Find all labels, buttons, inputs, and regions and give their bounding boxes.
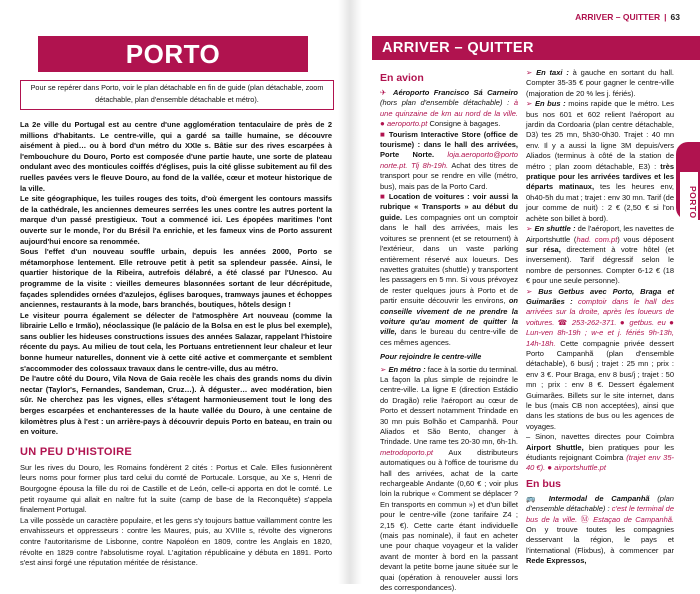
phone-icon: ☎ xyxy=(557,317,569,327)
metro-text2: Aux distributeurs automatiques ou à l'office de tourisme du hall des arrivées, achat de la carte rechargeable Andante (0,60 € ; voir plus loin la rubrique « Comment se déplacer ? En transports en commun ») et d'un billet pour le centre-ville (zone tarifaire Z4 ; 2,15 €). Cette carte étant individuelle (mais pas nominale), il faut en acheter une pour chaque voyageur et la valider avant de monter à bord en la passant devant la petite borne jaune située sur le quai (opération à renouveler aussi lors des correspondances). xyxy=(380,447,519,593)
getbus-web[interactable]: getbus. eu xyxy=(629,317,666,327)
subheading-centre-ville: Pour rejoindre le centre-ville xyxy=(380,352,482,362)
history-paragraph: Sur les rives du Douro, les Romains fondèrent 2 cités : Portus et Cale. Elles fusionnèrent leurs noms pour former plus tard celui du comté de Portucale. Lorsque, au Xe s, Henri de Bourgogne épousa la fille du roi de Castille et de León, celle-ci apporta en dot le comté. Le petit royaume qui allait en naître fut la suite (camp de base de la Reconquête) s'appela finalement Portugal. La ville possède un caractère populaire, et les gens s'y toujours battue vaillamment contre les envahisseurs et oppresseurs : contre les Maures, puis, au XVIIIe s, révolte des vignerons contre l'autoritarisme de Lisbonne, contre Napoléon en 1809, contre les Anglais en 1820, révolte en 1829 contre l'absolutisme royal. L'agitation républicaine y débuta en 1891. Porto s'est ainsi forgé une réputation méritée de résistance. xyxy=(20,462,332,568)
heading-en-bus: En bus xyxy=(526,477,562,490)
intermodal-metro: Estaçao de Campanhã. xyxy=(593,514,675,524)
shuttle-label: En shuttle : xyxy=(534,224,576,234)
running-head-title: ARRIVER – QUITTER xyxy=(575,12,661,22)
airport-entry xyxy=(380,88,518,130)
arrow-icon: ➢ xyxy=(526,224,533,234)
taxi-text: à gauche en sortant du hall. Compter 35-35 € pour gagner le centre-ville (majoration de 20 % les j. fériés). xyxy=(526,68,674,98)
car-rental-entry xyxy=(380,192,518,348)
arrow-icon: ➢ xyxy=(526,99,533,109)
bus-entry xyxy=(526,99,674,224)
tourism-hours: Tlj 8h-19h. xyxy=(411,160,449,170)
page-number: 63 xyxy=(670,12,680,22)
intermodal-end: Rede Expressos, xyxy=(526,556,587,566)
bus-label: En bus : xyxy=(534,99,566,109)
intermodal-plan: (plan d'ensemble détachable) : xyxy=(526,493,674,514)
bus-icon: 🚌 xyxy=(526,493,541,503)
airport-web[interactable]: aeroporto.pt xyxy=(386,119,428,129)
tourism-rest: Achat des titres de transport pour se rendre en ville (métro, bus), mais pas de la Porto Card. xyxy=(380,160,518,191)
tourism-office: Tourism Interactive Store (office de tourisme) : dans le hall des arrivées, Porte Norte. xyxy=(380,129,518,160)
shuttle-text2: ) vous déposent xyxy=(617,234,674,244)
heading-en-avion: En avion xyxy=(380,72,424,84)
arrow-icon: ➢ xyxy=(526,68,533,77)
tourism-entry xyxy=(380,130,518,192)
left-page xyxy=(0,0,350,584)
info-icon: ■ xyxy=(380,129,386,139)
getbus-label: Bus Getbus avec Porto, Braga et Guimarães : xyxy=(526,286,674,306)
taxi-label: En taxi : xyxy=(536,68,569,77)
running-head xyxy=(538,12,680,24)
intermodal-text: On y trouve toutes les compagnies desservant la région, le pays et l'international (Flixbus), à commencer par xyxy=(526,525,674,555)
airport-plan: (hors plan d'ensemble détachable) : xyxy=(380,98,510,108)
coimbra-bold: Airport Shuttle, xyxy=(526,442,584,452)
intermodal-location: c'est le terminal de bus de la ville. xyxy=(526,504,674,524)
metro-icon: Ⓜ xyxy=(580,514,590,524)
coimbra-text: – Sinon, navettes directes pour Coimbra xyxy=(526,432,674,442)
web-icon: ● xyxy=(619,317,627,327)
clock-icon: ● xyxy=(669,317,675,327)
intro-paragraph: La 2e ville du Portugal est au centre d'une agglomération tentaculaire de près de 2 millions d'habitants. Le centre-ville, qui a gardé sa taille humaine, se découvre aisément à pied… ou à bord d'un métro du XXIe s. Bâtie sur des rives escarpées à l'embouchure du Douro, Porto est composée d'une partie haute, une sorte de plateau ondulant avec des monticules coiffés d'églises, puis la cité glisse subitement au fil des ruelles pavées vers le fleuve Douro, au fond de la vallée, cœur et moteur historique de la ville. Le site géographique, les tuiles rouges des toits, d'où émergent les contours massifs de la cathédrale, les anciennes demeures serrées les unes contre les autres portent la marque d'un passé prestigieux. Tout a commencé ici. Les épopées maritimes l'ont ouverte sur le monde, l'or du Brésil l'a enrichie, et les fameux vins de Porto assurent aujourd'hui encore sa renommée. Sous l'effet d'un nouveau souffle urbain, depuis les années 2000, Porto se métamorphose lentement. Elle retrouve petit à petit sa splendeur passée. Ainsi, le quartier historique de la Ribeira, autrefois délabré, a été classé par l'Unesco. Au programme de la visite : vieilles demeures blasonnées sortant de leur décrépitude, façades splendides ornées d'azulejos, églises baroques, tramways jaunes et échoppes anciennes, restaurants à la mode, bars branchés, boutiques, hôtels design ! Le visiteur pourra également se délecter de l'atmosphère Art nouveau (comme la librairie Lello e Irmão), néoclassique (le palácio de la Bolsa en est le plus bel exemple), sans oublier les hideuses constructions issues des années Salazar, rappelant l'histoire récente du pays. Au milieu de tout cela, les Portuans entretiennent leur chaleur et leur bonne humeur naturelles, donnent vie à cette cité active et commerçante et semblent s'accommoder des colossaux travaux dans le centre-ville, dus au métro. De l'autre côté du Douro, Vila Nova de Gaia recèle les chais des grands noms du divin nectar (Taylor's, Fernandes, Sandeman, Cruz…). À déguster… avec modération, bien sûr. Ne cherchez pas les vignes, elles s'étagent harmonieusement tout le long des berges escarpées et enchanteresses de la haute vallée du Douro, à une centaine de kilomètres plus à l'est : un arrière-pays à découvrir depuis Porto en bateau, en train ou en voiture. xyxy=(20,120,332,437)
right-page xyxy=(350,0,700,593)
taxi-entry xyxy=(526,68,674,99)
shuttle-entry xyxy=(526,224,674,286)
history-heading: UN PEU D'HISTOIRE xyxy=(20,445,133,458)
shuttle-web[interactable]: had. com.pt xyxy=(576,234,618,244)
section-title: ARRIVER – QUITTER xyxy=(372,36,700,60)
intermodal-entry xyxy=(526,494,674,567)
shuttle-text3: directement à votre hôtel (et inversement). Tarif dégressif selon le nombre de personnes. Compter 6-12 € (18 € pour une seule personne). xyxy=(526,244,674,286)
getbus-hours: Lun-ven 8h-19h ; w-e et j. fériés 9h-13h, 14h-18h. xyxy=(526,328,674,348)
web-icon: ● xyxy=(547,463,553,473)
web-icon: ● xyxy=(380,119,385,129)
intermodal-label: Intermodal de Campanhã xyxy=(548,493,650,503)
airport-services: Consigne à bagages. xyxy=(429,119,501,129)
car-advice-rest: dans le bureau du centre-ville de ces mêmes agences. xyxy=(380,327,518,347)
tourism-email[interactable]: loja.aeroporto@porto norte.pt. xyxy=(380,150,518,170)
bus-text: moins rapide que le métro. Les bus nos 601 et 602 relient l'aéroport au jardin da Cordoaria (plan centre détachable, D3) tes 25 mn, 5h30-0h30. Trajet : 40 mn env. Il y a aussi la ligne 3M depuis/vers Aliados (terminus à côté de la station de métro ; plan zoom détachable, E3) : xyxy=(526,99,674,171)
page-title: PORTO xyxy=(38,36,308,72)
column-left xyxy=(380,68,518,594)
airport-distance: à une quinzaine de km au nord de la ville. xyxy=(380,98,518,118)
shuttle-text: de l'aéroport, les navettes de Airportshuttle ( xyxy=(526,224,674,244)
coimbra-text2: bien pratiques pour les étudiants rejoignant Coimbra xyxy=(526,442,674,463)
arrow-icon: ➢ xyxy=(380,364,387,374)
getbus-office: comptoir dans le hall des arrivées sur la droite, après les loueurs de voitures. xyxy=(526,296,674,327)
column-right xyxy=(526,68,674,567)
thumb-label: PORTO xyxy=(680,172,698,232)
shuttle-bold: sur résa, xyxy=(526,244,561,254)
coimbra-entry xyxy=(526,432,674,474)
arrow-icon: ➢ xyxy=(526,286,533,296)
airport-name: Aéroporto Francisco Sá Carneiro xyxy=(393,88,518,97)
plane-icon: ✈ xyxy=(380,88,389,97)
metro-text: face à la sortie du terminal. La façon la plus simple de rejoindre le centre-ville. La ligne E (direction Estádio do Dragão) relie l'aéroport au cœur de Porto et dessert notamment Trindade en 30 mn puis Bolhão et Campanhã. Pour Aliados et São Bento, changer à Trindade. Une rame tes 20-30 mn, 6h-1h. xyxy=(380,364,519,447)
metro-label: En métro : xyxy=(388,364,426,374)
bus-text2: tes les heures env, 0h40-5h du mat ; trajet : env 30 mn. Tarif (de jour comme de nuit) : 2 € (2,50 € si l'on achète son billet à bord). xyxy=(526,182,674,223)
getbus-entry xyxy=(526,287,674,433)
car-rental-rest: Les compagnies ont un comptoir dans le hall des arrivées, mais les voitures se prennent (et se retournent) à l'extérieur, dans un vaste parking entièrement réservé aux loueurs. Des navettes gratuites (shuttle) y transportent les passagers en 5 mn. Si vous prévoyez de rester quelques jours à Porto et de partir ensuite découvrir les environs, xyxy=(380,212,518,306)
coimbra-trip: (trajet env 35-40 €). xyxy=(526,453,674,473)
getbus-text: Cette compagnie privée dessert Porto Campanhã (plan d'ensemble détachable), 6 bus/j ; trajet : 25 mn ; prix : env 3 €. Pour Braga, env 8 bus/j ; trajet : 50 mn ; prix : env 8 €. Dessert également Guimarães. Billets sur le site internet, dans le bus (mais CB non acceptées), ainsi que dans les stations de bus ou les agences de voyages. xyxy=(526,338,674,431)
map-note-box: Pour se repérer dans Porto, voir le plan détachable en fin de guide (plan détachable, zoom détachable, plan d'ensemble détachable et métro). xyxy=(20,80,334,110)
car-icon: ■ xyxy=(380,192,386,202)
metro-web[interactable]: metrodoporto.pt xyxy=(380,447,433,457)
metro-entry xyxy=(380,365,518,594)
getbus-phone[interactable]: 253-262-371. xyxy=(571,317,617,327)
bus-bold: très pratique pour les arrivées tardives et les départs matinaux, xyxy=(526,161,674,192)
car-rental: Location de voitures : voir aussi la rubrique « Transports » au début du guide. xyxy=(380,192,518,222)
coimbra-web[interactable]: airportshuttle.pt xyxy=(554,463,606,473)
left-body-text xyxy=(20,120,332,569)
car-advice: on conseille vivement de ne prendre la voiture qu'au moment de quitter la ville, xyxy=(380,296,518,337)
running-head-separator: | xyxy=(664,12,667,22)
